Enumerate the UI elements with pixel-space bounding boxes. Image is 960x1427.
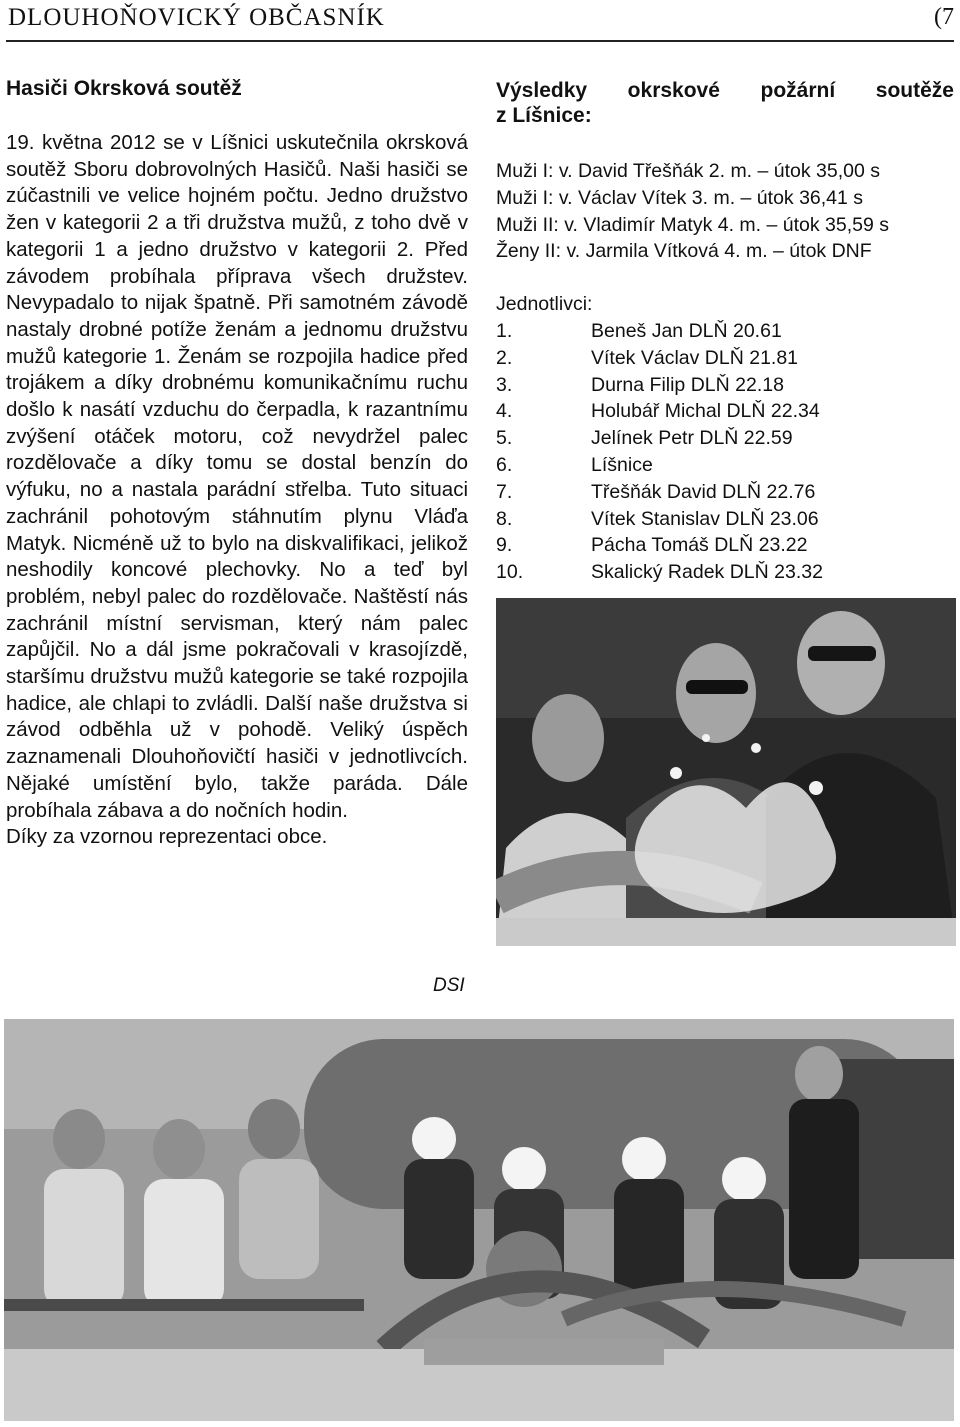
results-column (496, 78, 954, 586)
individuals-list (496, 318, 954, 586)
photo-firefighters-splash (496, 598, 956, 946)
photo-competition (4, 1019, 954, 1421)
article-body (6, 130, 468, 851)
individual-rank: 2. (496, 346, 513, 369)
individual-row (496, 532, 954, 559)
photo-firefighters-splash-graphic (496, 598, 956, 946)
individual-rank: 4. (496, 400, 513, 423)
individual-rank: 7. (496, 480, 513, 503)
individual-rank: 1. (496, 319, 513, 342)
article-title: Hasiči Okrsková soutěž (6, 77, 242, 100)
results-title (496, 78, 954, 128)
team-result-row: Ženy II: v. Jarmila Vítková 4. m. – útok DNF (496, 240, 872, 263)
individual-rank: 10. (496, 561, 524, 584)
article-text: 19. května 2012 se v Líšnici uskutečnila okrsková soutěž Sboru dobrovolných Hasičů. Naši hasiči se zúčastnili ve velice hojném počtu. Jedno družstvo žen v kategorii 2 a tři družstva mužů, z toho dvě v kategorii 1 a jedno družstvo v kategorii 2. Před závodem probíhala příprava všech družstev. Nevypadalo to nijak špatně. Při samotném závodě nastaly drobné potíže ženám a jednomu družstvu mužů kategorie 1. Ženám se rozpojila hadice před trojákem a díky drobnému komunikačnímu ruchu došlo k nasátí vzduchu do čerpadla, k razantnímu zvýšení otáček motoru, což nevydržel palec rozdělovače a díky tomu se dostal benzín do výfuku, no a nastala parádní střelba. Tuto situaci zachránil pohotovým stáhnutím plynu Vláďa Matyk. Nicméně už to bylo na diskvalifikaci, jelikož neshodily koncové plechovky. No a teď byl problém, nebyl palec do rozdělovače. Naštěstí nás zachránil místní servisman, který nám palec zapůjčil. No a dál jsme pokračovali v krasojízdě, staršímu družstvu mužů kategorie se také rozpojila hadice, ale chlapi to zvládli. Další naše družstva si závod odběhla už v pohodě. Veliký úspěch zaznamenali Dlouhoňovičtí hasiči v jednotlivcích. Nějaké umístění bylo, takže paráda. Dále probíhala zábava a do nočních hodin. (6, 131, 468, 822)
individual-row (496, 318, 954, 345)
individual-name: Jelínek Petr DLŇ 22.59 (591, 427, 793, 450)
article-closing: Díky za vzornou reprezentaci obce. (6, 825, 328, 849)
individual-row (496, 345, 954, 372)
results-title-line-2: z Líšnice: (496, 104, 592, 127)
individual-name: Holubář Michal DLŇ 22.34 (591, 400, 820, 423)
individual-row (496, 372, 954, 399)
individual-name: Durna Filip DLŇ 22.18 (591, 373, 784, 396)
individual-name: Třešňák David DLŇ 22.76 (591, 480, 816, 503)
individual-row (496, 479, 954, 506)
individual-name: Pácha Tomáš DLŇ 23.22 (591, 534, 808, 557)
article-signature: DSI (433, 975, 465, 996)
article-column (6, 76, 468, 851)
individual-name: Vítek Stanislav DLŇ 23.06 (591, 507, 819, 530)
individual-row (496, 398, 954, 425)
individual-row (496, 425, 954, 452)
individual-row (496, 506, 954, 533)
individual-name: Líšnice (591, 453, 653, 476)
individual-row (496, 452, 954, 479)
page-header (0, 0, 960, 40)
individual-rank: 8. (496, 507, 513, 530)
team-results (496, 158, 954, 265)
individual-name: Beneš Jan DLŇ 20.61 (591, 319, 782, 342)
individual-rank: 6. (496, 453, 513, 476)
individual-rank: 9. (496, 534, 513, 557)
individual-rank: 5. (496, 427, 513, 450)
individual-row (496, 559, 954, 586)
individual-rank: 3. (496, 373, 513, 396)
team-result-row: Muži II: v. Vladimír Matyk 4. m. – útok 35,59 s (496, 213, 890, 236)
header-divider (6, 40, 954, 42)
results-title-line-1: Výsledky okrskové požární soutěže (496, 79, 954, 102)
team-result-row: Muži I: v. David Třešňák 2. m. – útok 35,00 s (496, 160, 881, 182)
individuals-heading: Jednotlivci: (496, 293, 593, 316)
individual-name: Vítek Václav DLŇ 21.81 (591, 346, 799, 369)
photo-competition-graphic (4, 1019, 954, 1421)
individual-name: Skalický Radek DLŇ 23.32 (591, 561, 823, 584)
page-number: (7 (934, 4, 954, 30)
team-result-row: Muži I: v. Václav Vítek 3. m. – útok 36,41 s (496, 186, 864, 209)
newsletter-title: DLOUHOŇOVICKÝ OBČASNÍK (8, 4, 385, 31)
